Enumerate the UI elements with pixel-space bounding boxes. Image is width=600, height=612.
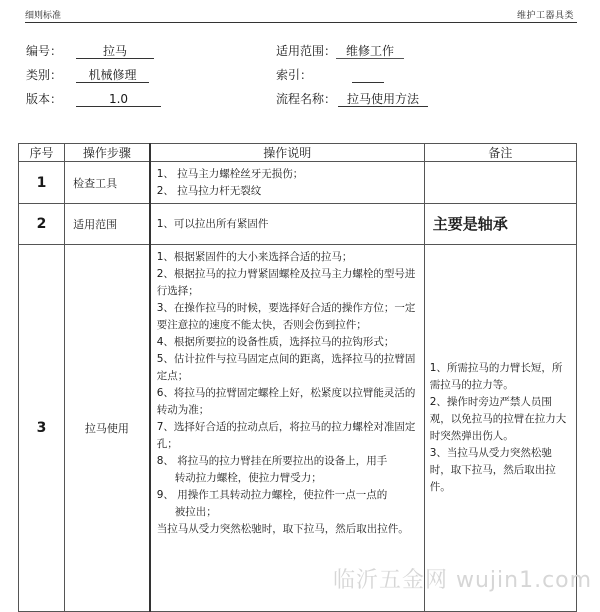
field-version	[26, 90, 161, 107]
desc-line: 7、选择好合适的拉动点后，将拉马的拉力螺栓对准固定孔；	[156, 421, 416, 450]
row-step: 适用范围	[65, 204, 150, 245]
desc-line: 3、在操作拉马的时候，要选择好合适的操作方位；一定要注意拉的速度不能太快，否则会伤到拉件；	[156, 302, 416, 331]
table-header-row	[19, 144, 577, 162]
row-note	[424, 162, 576, 204]
field-scope-label: 适用范围：	[276, 44, 337, 58]
desc-line: 6、将拉马的拉臂固定螺栓上好，松紧度以拉臂能灵活的转动为准；	[156, 387, 416, 416]
header-desc: 操作说明	[150, 144, 424, 162]
field-category	[26, 66, 149, 83]
desc-line: 1、可以拉出所有紧固件	[156, 217, 269, 230]
field-scope-value: 维修工作	[336, 44, 404, 59]
field-number-value: 拉马	[76, 44, 154, 59]
row-seq: 2	[19, 204, 65, 245]
field-process-name-value: 拉马使用方法	[338, 92, 428, 107]
desc-line: 4、根据所要拉的设备性质，选择拉马的拉钩形式；	[156, 336, 395, 348]
row-step: 拉马使用	[65, 245, 150, 612]
table-row	[19, 204, 577, 245]
desc-line: 2、根据拉马的拉力臂紧固螺栓及拉马主力螺栓的型号进行选择；	[156, 268, 416, 297]
desc-line: 当拉马从受力突然松驰时，取下拉马，然后取出拉件。	[156, 523, 409, 535]
field-number-label: 编号：	[26, 44, 63, 58]
desc-line: 5、估计拉件与拉马固定点间的距离，选择拉马的拉臂固定点；	[156, 353, 416, 382]
field-scope	[276, 42, 404, 59]
row-step: 检查工具	[65, 162, 150, 204]
watermark: 临沂五金网 wujin1.com	[333, 568, 593, 593]
row-note: 主要是轴承	[424, 204, 576, 245]
table-row	[19, 245, 577, 612]
header-left-title: 细则标准	[25, 11, 62, 21]
header-seq: 序号	[19, 144, 65, 162]
header-note: 备注	[424, 144, 576, 162]
row-desc	[150, 162, 424, 204]
note-line: 1、所需拉马的力臂长短，所需拉马的拉力等。	[429, 362, 563, 391]
header-step: 操作步骤	[65, 144, 150, 162]
row-seq: 1	[19, 162, 65, 204]
row-desc	[150, 204, 424, 245]
desc-line: 9、 用操作工具转动拉力螺栓，使拉件一点一点的	[156, 489, 388, 501]
field-process-name	[276, 90, 428, 107]
desc-line: 8、 将拉马的拉力臂挂在所要拉出的设备上，用手	[156, 455, 388, 467]
field-index-label: 索引：	[276, 68, 313, 82]
desc-line: 转动拉力螺栓，使拉力臂受力；	[174, 472, 322, 484]
field-version-label: 版本：	[26, 92, 63, 106]
header-divider	[25, 22, 577, 23]
desc-line: 1、 拉马主力螺栓丝牙无损伤；	[156, 167, 304, 180]
field-number	[26, 42, 154, 59]
row-note	[424, 245, 576, 612]
note-line: 3、当拉马从受力突然松驰时，取下拉马，然后取出拉件。	[429, 447, 556, 493]
field-version-value: 1.0	[76, 92, 161, 107]
desc-line: 2、 拉马拉力杆无裂纹	[156, 184, 262, 197]
field-index	[276, 66, 384, 83]
desc-line: 被拉出；	[174, 506, 217, 518]
field-index-value	[352, 68, 384, 83]
procedure-table	[18, 143, 577, 612]
table-row	[19, 162, 577, 204]
field-category-value: 机械修理	[76, 68, 149, 83]
field-category-label: 类别：	[26, 68, 63, 82]
row-seq: 3	[19, 245, 65, 612]
note-line: 2、操作时旁边严禁人员围观，以免拉马的拉臂在拉力大时突然弹出伤人。	[429, 396, 567, 442]
desc-line: 1、根据紧固件的大小来选择合适的拉马；	[156, 251, 353, 263]
header-right-title: 维护工器具类	[516, 11, 574, 21]
field-process-name-label: 流程名称：	[276, 92, 337, 106]
row-desc	[150, 245, 424, 612]
